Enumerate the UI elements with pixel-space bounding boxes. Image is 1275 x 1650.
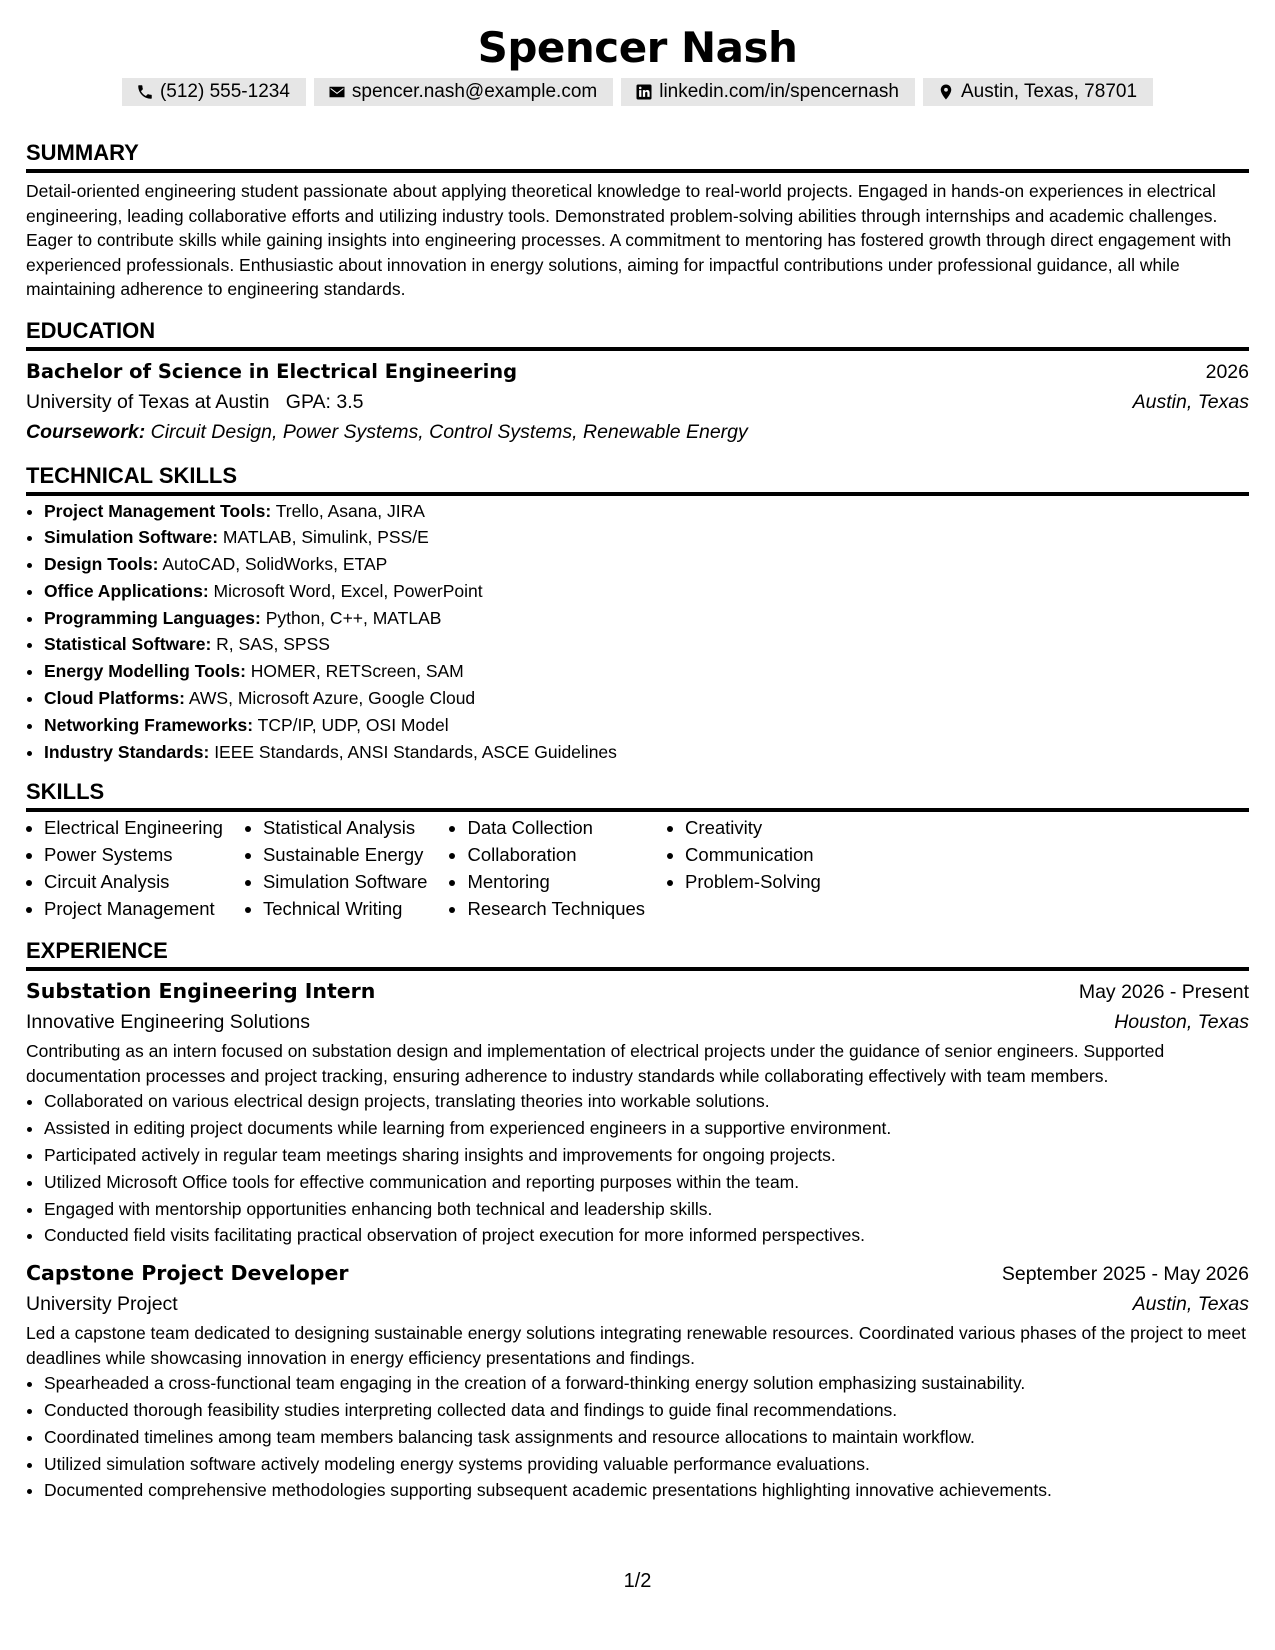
school-name: University of Texas at Austin: [26, 390, 270, 413]
list-item: [44, 578, 1249, 605]
list-item: • Simulation Software: [263, 868, 428, 895]
education-school-row: [26, 387, 1249, 417]
tech-skill-label: Simulation Software:: [44, 527, 219, 548]
list-item: • Electrical Engineering: [44, 814, 223, 841]
coursework-list: Circuit Design, Power Systems, Control Systems, Renewable Energy: [150, 420, 748, 443]
graduation-year: 2026: [1205, 360, 1249, 383]
education-section: [26, 312, 1249, 447]
list-item: • Documented comprehensive methodologies supporting subsequent academic presentations highlighting innovative achievements.: [44, 1477, 1249, 1504]
skills-column: [245, 814, 428, 922]
gpa: GPA: 3.5: [285, 390, 364, 413]
job-bullets: [26, 1370, 1249, 1504]
contact-email[interactable]: [314, 78, 613, 106]
section-divider: [26, 808, 1249, 812]
contact-phone-text: (512) 555-1234: [159, 81, 290, 102]
section-divider: [26, 347, 1249, 351]
job-bullets: [26, 1088, 1249, 1249]
job-entry: [26, 975, 1249, 1249]
list-item: • Collaborated on various electrical design projects, translating theories into workable solutions.: [44, 1088, 1249, 1115]
envelope-icon: [328, 83, 346, 101]
job-company: University Project: [26, 1293, 178, 1316]
list-item: • Participated actively in regular team meetings sharing insights and improvements for ongoing projects.: [44, 1142, 1249, 1169]
list-item: • Project Management: [44, 895, 223, 922]
skills-section: [26, 773, 1249, 922]
list-item: • Collaboration: [467, 841, 645, 868]
job-dates: September 2025 - May 2026: [1001, 1263, 1249, 1286]
list-item: [44, 524, 1249, 551]
section-divider: [26, 967, 1249, 971]
skills-column: [667, 814, 821, 922]
list-item: [44, 551, 1249, 578]
phone-icon: [136, 83, 154, 101]
skills-heading: SKILLS: [26, 779, 105, 805]
tech-skill-value: HOMER, RETScreen, SAM: [250, 661, 464, 682]
contact-email-text: spencer.nash@example.com: [351, 81, 598, 102]
list-item: • Utilized Microsoft Office tools for effective communication and reporting purposes within the team.: [44, 1169, 1249, 1196]
skills-column: [449, 814, 645, 922]
list-item: • Coordinated timelines among team members balancing task assignments and resource allocations to maintain workflow.: [44, 1424, 1249, 1451]
list-item: • Conducted field visits facilitating practical observation of project execution for more informed perspectives.: [44, 1222, 1249, 1249]
section-divider: [26, 492, 1249, 496]
job-location: Houston, Texas: [1114, 1011, 1249, 1034]
list-item: • Utilized simulation software actively modeling energy systems providing valuable performance evaluations.: [44, 1451, 1249, 1478]
contact-linkedin-text: linkedin.com/in/spencernash: [659, 81, 899, 102]
summary-heading: SUMMARY: [26, 140, 139, 165]
list-item: [44, 685, 1249, 712]
experience-heading: EXPERIENCE: [26, 938, 168, 964]
tech-skill-value: Python, C++, MATLAB: [265, 607, 442, 628]
contact-linkedin[interactable]: [621, 78, 915, 106]
list-item: [44, 631, 1249, 658]
technical-skills-section: [26, 457, 1249, 766]
tech-skill-label: Energy Modelling Tools:: [44, 661, 246, 682]
tech-skill-label: Programming Languages:: [44, 607, 261, 628]
job-description: Contributing as an intern focused on substation design and implementation of electrical projects under the guidance of senior engineers. Supported documentation processes and project tracking, ensuring adherence to industry standards while collaborating effectively with team members.: [26, 1041, 1165, 1086]
section-divider: [26, 169, 1249, 173]
summary-section: [26, 134, 1249, 302]
list-item: • Communication: [685, 841, 821, 868]
page-number: 1/2: [623, 1570, 652, 1592]
contact-phone[interactable]: [122, 78, 306, 106]
tech-skill-label: Project Management Tools:: [44, 500, 272, 521]
list-item: • Data Collection: [467, 814, 645, 841]
tech-skill-value: AutoCAD, SolidWorks, ETAP: [162, 554, 388, 575]
list-item: • Technical Writing: [263, 895, 428, 922]
list-item: • Sustainable Energy: [263, 841, 428, 868]
tech-skill-value: AWS, Microsoft Azure, Google Cloud: [188, 688, 476, 709]
contact-location: [923, 78, 1153, 106]
job-dates: May 2026 - Present: [1078, 981, 1249, 1004]
list-item: • Assisted in editing project documents while learning from experienced engineers in a supportive environment.: [44, 1115, 1249, 1142]
education-degree-row: [26, 357, 1249, 387]
tech-skill-label: Statistical Software:: [44, 634, 212, 655]
education-heading: EDUCATION: [26, 317, 156, 343]
degree-title: Bachelor of Science in Electrical Engineering: [26, 359, 518, 383]
list-item: • Statistical Analysis: [263, 814, 428, 841]
list-item: • Problem-Solving: [685, 868, 821, 895]
coursework: [26, 417, 1249, 447]
tech-skill-label: Design Tools:: [44, 554, 159, 575]
job-header-row: [26, 975, 1249, 1007]
list-item: • Mentoring: [467, 868, 645, 895]
list-item: [44, 712, 1249, 739]
tech-skill-label: Networking Frameworks:: [44, 714, 254, 735]
candidate-name: Spencer Nash: [477, 23, 798, 72]
list-item: [44, 658, 1249, 685]
contact-location-text: Austin, Texas, 78701: [960, 81, 1138, 102]
list-item: [44, 739, 1249, 766]
job-company-row: [26, 1289, 1249, 1319]
experience-section: [26, 932, 1249, 1504]
tech-skill-label: Cloud Platforms:: [44, 688, 185, 709]
contact-bar: [26, 78, 1249, 106]
job-company: Innovative Engineering Solutions: [26, 1011, 311, 1034]
tech-skill-value: TCP/IP, UDP, OSI Model: [257, 714, 449, 735]
school-location: Austin, Texas: [1132, 390, 1249, 413]
tech-skill-value: IEEE Standards, ANSI Standards, ASCE Guidelines: [214, 741, 617, 762]
job-entry: [26, 1257, 1249, 1504]
job-company-row: [26, 1007, 1249, 1037]
tech-skill-value: Trello, Asana, JIRA: [275, 500, 425, 521]
skills-column: [26, 814, 223, 922]
job-title: Substation Engineering Intern: [26, 979, 376, 1004]
technical-skills-heading: TECHNICAL SKILLS: [26, 462, 238, 488]
map-pin-icon: [937, 83, 955, 101]
job-title: Capstone Project Developer: [26, 1261, 349, 1286]
list-item: [44, 605, 1249, 632]
job-description: Led a capstone team dedicated to designing sustainable energy solutions integrating renewable resources. Coordinated various phases of the project to meet deadlines while showcasing innovation in energy efficiency presentations and findings.: [26, 1323, 1246, 1368]
job-location: Austin, Texas: [1132, 1293, 1249, 1316]
tech-skill-label: Office Applications:: [44, 580, 209, 601]
list-item: • Conducted thorough feasibility studies interpreting collected data and findings to guide final recommendations.: [44, 1397, 1249, 1424]
linkedin-icon: [635, 83, 653, 101]
summary-text: Detail-oriented engineering student passionate about applying theoretical knowledge to real-world projects. Engaged in hands-on experiences in electrical engineering, leading collaborative efforts and utilizing industry tools. Demonstrated problem-solving abilities through internships and academic challenges. Eager to contribute skills while gaining insights into engineering processes. A commitment to mentoring has fostered growth through direct engagement with experienced professionals. Enthusiastic about innovation in energy solutions, aiming for impactful contributions under professional guidance, all while maintaining adherence to engineering standards.: [26, 181, 1232, 299]
coursework-label: Coursework:: [26, 420, 146, 443]
tech-skill-value: Microsoft Word, Excel, PowerPoint: [213, 580, 483, 601]
list-item: • Power Systems: [44, 841, 223, 868]
list-item: • Spearheaded a cross-functional team engaging in the creation of a forward-thinking energy solution emphasizing sustainability.: [44, 1370, 1249, 1397]
job-header-row: [26, 1257, 1249, 1289]
list-item: • Research Techniques: [467, 895, 645, 922]
school-info: [26, 387, 363, 417]
list-item: • Creativity: [685, 814, 821, 841]
list-item: • Engaged with mentorship opportunities enhancing both technical and leadership skills.: [44, 1196, 1249, 1223]
tech-skill-label: Industry Standards:: [44, 741, 210, 762]
list-item: [44, 498, 1249, 525]
tech-skill-value: R, SAS, SPSS: [216, 634, 330, 655]
skills-grid: [26, 814, 1249, 922]
tech-skill-value: MATLAB, Simulink, PSS/E: [222, 527, 429, 548]
list-item: • Circuit Analysis: [44, 868, 223, 895]
technical-skills-list: [26, 498, 1249, 766]
